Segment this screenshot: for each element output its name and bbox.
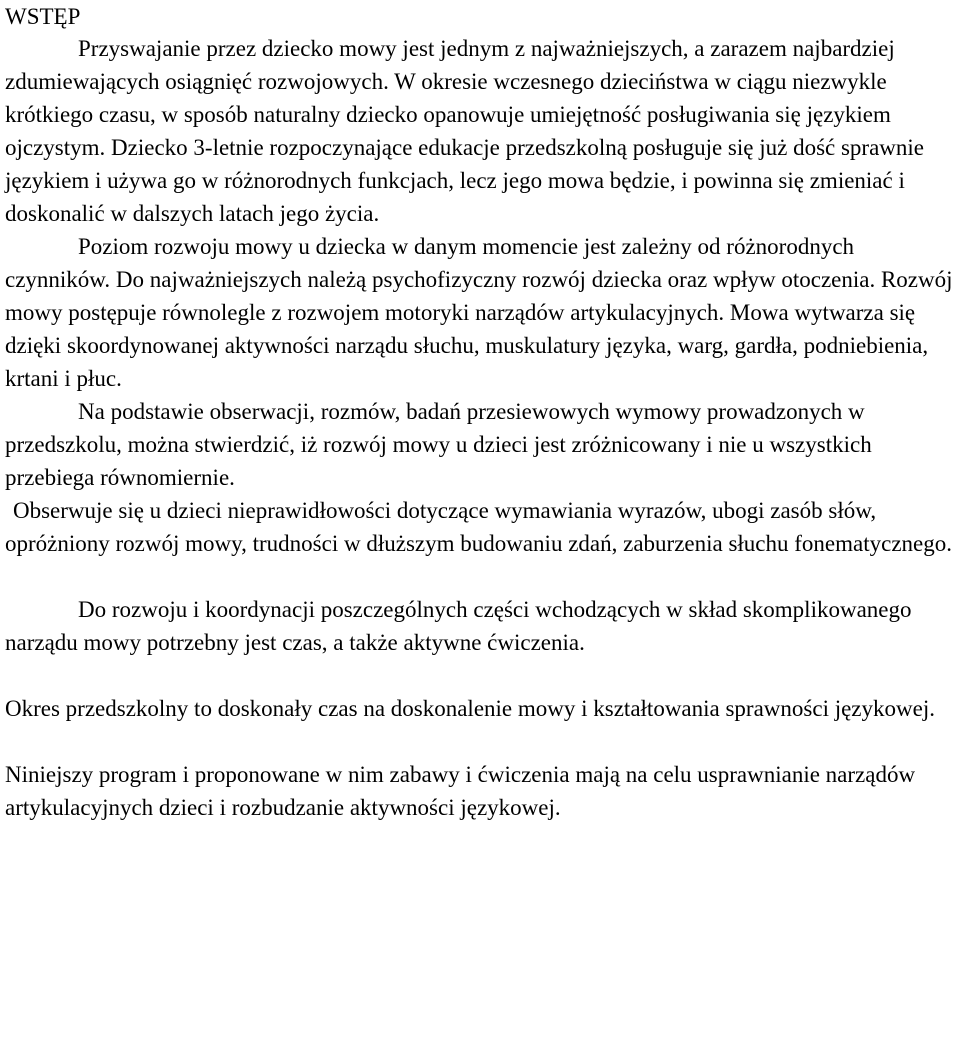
paragraph-preschool-period: Okres przedszkolny to doskonały czas na doskonalenie mowy i kształtowania sprawności językowej.	[5, 696, 935, 721]
paragraph-irregularities: Obserwuje się u dzieci nieprawidłowości dotyczące wymawiania wyrazów, ubogi zasób słów, opróżniony rozwój mowy, trudności w dłuższym budowaniu zdań, zaburzenia słuchu fonematycznego.	[5, 498, 952, 556]
paragraph-coordination: Do rozwoju i koordynacji poszczególnych części wchodzących w skład skomplikowanego narządu mowy potrzebny jest czas, a także aktywne ćwiczenia.	[5, 597, 912, 655]
paragraph-program-goal: Niniejszy program i proponowane w nim zabawy i ćwiczenia mają na celu usprawnianie narządów artykulacyjnych dzieci i rozbudzanie aktywności językowej.	[5, 762, 916, 820]
section-heading: WSTĘP	[5, 4, 81, 29]
document-page	[5, 0, 955, 824]
paragraph-observations: Na podstawie obserwacji, rozmów, badań przesiewowych wymowy prowadzonych w przedszkolu, można stwierdzić, iż rozwój mowy u dzieci jest zróżnicowany i nie u wszystkich przebiega równomiernie.	[5, 399, 872, 490]
paragraph-development-factors: Poziom rozwoju mowy u dziecka w danym momencie jest zależny od różnorodnych czynników. Do najważniejszych należą psychofizyczny rozwój dziecka oraz wpływ otoczenia. Rozwój mowy postępuje równolegle z rozwojem motoryki narządów artykulacyjnych. Mowa wytwarza się dzięki skoordynowanej aktywności narządu słuchu, muskulatury języka, warg, gardła, podniebienia, krtani i płuc.	[5, 234, 953, 391]
paragraph-speech-acquisition: Przyswajanie przez dziecko mowy jest jednym z najważniejszych, a zarazem najbardziej zdumiewających osiągnięć rozwojowych. W okresie wczesnego dzieciństwa w ciągu niezwykle krótkiego czasu, w sposób naturalny dziecko opanowuje umiejętność posługiwania się językiem ojczystym. Dziecko 3-letnie rozpoczynające edukacje przedszkolną posługuje się już dość sprawnie językiem i używa go w różnorodnych funkcjach, lecz jego mowa będzie, i powinna się zmieniać i doskonalić w dalszych latach jego życia.	[5, 36, 925, 226]
